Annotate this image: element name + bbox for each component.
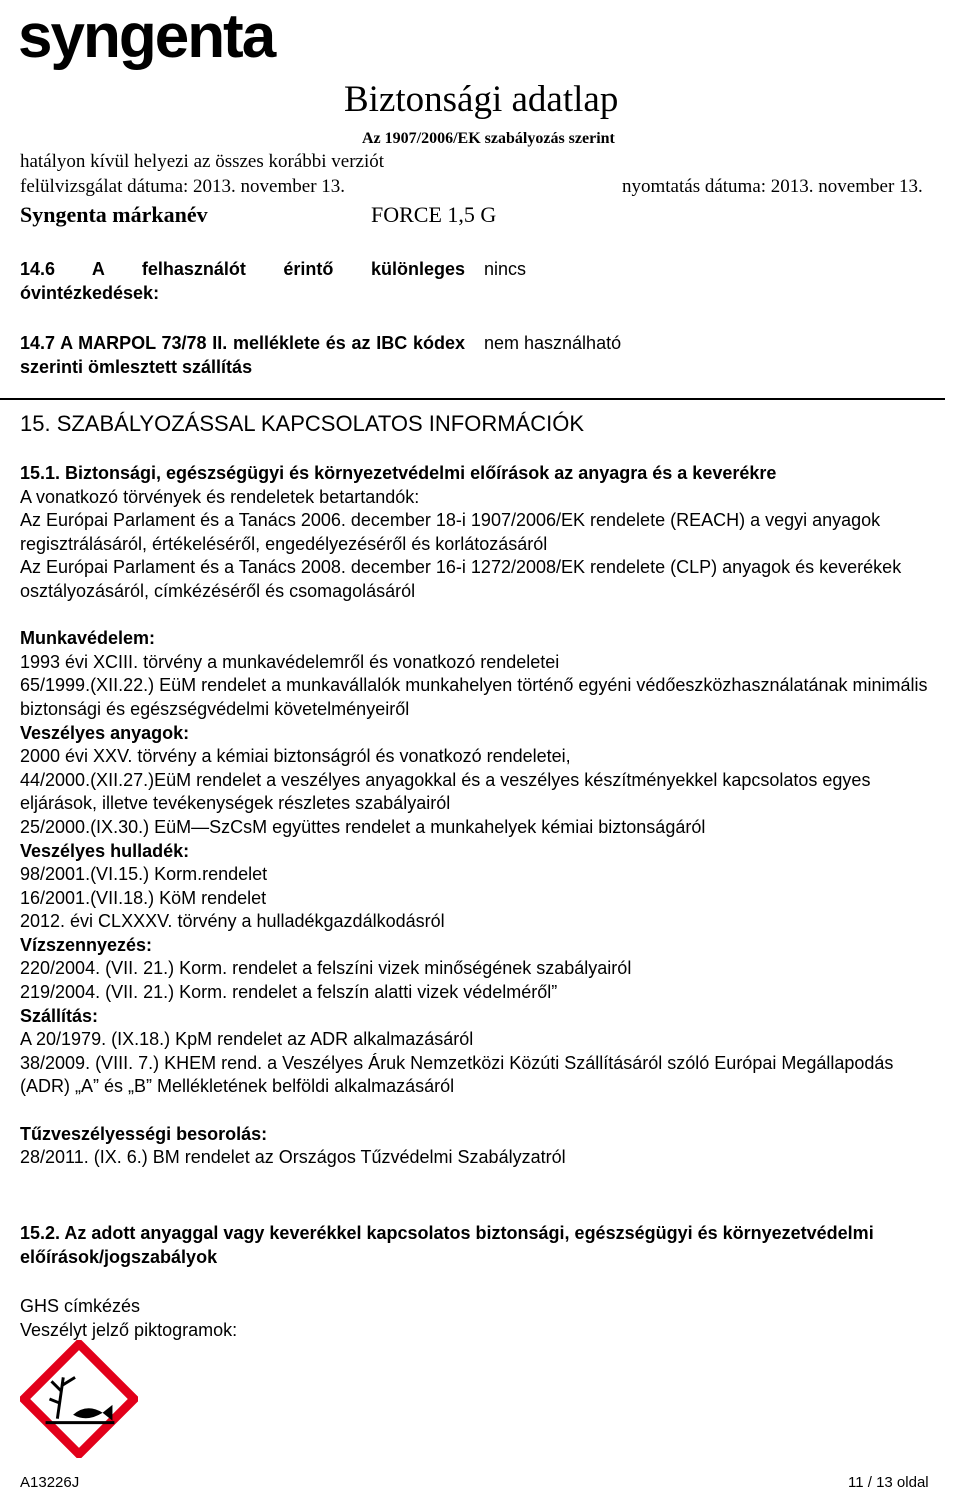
veszelyes-anyagok-heading: Veszélyes anyagok: xyxy=(20,722,190,743)
paragraph: A vonatkozó törvények és rendeletek betartandók: xyxy=(20,486,420,507)
list-item: 98/2001.(VI.15.) Korm.rendelet xyxy=(20,864,268,885)
subsection-15-2-title: 15.2. Az adott anyaggal vagy keverékkel kapcsolatos biztonsági, egészségügyi és környezetvédelmi előírások/jogszabályok xyxy=(20,1223,874,1267)
revision-date: felülvizsgálat dátuma: 2013. november 13. xyxy=(20,176,346,197)
tuzveszelyesseg-heading: Tűzveszélyességi besorolás: xyxy=(20,1123,268,1144)
section-15-2-body xyxy=(20,1222,935,1269)
page-title: Biztonsági adatlap xyxy=(344,79,619,120)
paragraph: Az Európai Parlament és a Tanács 2008. december 16-i 1272/2008/EK rendelete (CLP) anyagok és keverékek osztályozásáról, címkézéséről és csomagolásáról xyxy=(20,557,902,601)
list-item: 28/2011. (IX. 6.) BM rendelet az Országos Tűzvédelmi Szabályzatról xyxy=(20,1147,566,1168)
list-item: 16/2001.(VII.18.) KöM rendelet xyxy=(20,887,267,908)
list-item: 219/2004. (VII. 21.) Korm. rendelet a felszín alatti vizek védelméről” xyxy=(20,982,558,1003)
ghs-label: GHS címkézés xyxy=(20,1296,141,1316)
pictogram-diamond xyxy=(24,1344,134,1454)
section-15-1-body xyxy=(20,462,935,1170)
subsection-15-1-title: 15.1. Biztonsági, egészségügyi és környezetvédelmi előírások az anyagra és a keverékre xyxy=(20,463,777,483)
list-item: 2000 évi XXV. törvény a kémiai biztonságról és vonatkozó rendeletei, xyxy=(20,746,571,767)
list-item: 38/2009. (VIII. 7.) KHEM rend. a Veszélyes Áruk Nemzetközi Közúti Szállításáról szóló Európai Megállapodás (ADR) „A” és „B” Mellékletének belföldi alkalmazásáról xyxy=(20,1052,894,1097)
regulation-note: Az 1907/2006/EK szabályozás szerint xyxy=(362,130,615,147)
environment-hazard-pictogram xyxy=(20,1340,138,1458)
list-item: 44/2000.(XII.27.)EüM rendelet a veszélyes anyagokkal és a veszélyes készítményekkel kapcsolatos egyes eljárások, illetve tevékenységek részletes szabályairól xyxy=(20,769,871,814)
row-14-7-label: 14.7 A MARPOL 73/78 II. melléklete és az IBC kódex szerinti ömlesztett szállítás xyxy=(20,333,465,377)
list-item: A 20/1979. (IX.18.) KpM rendelet az ADR alkalmazásáról xyxy=(20,1029,474,1050)
document-code: A13226J xyxy=(20,1474,80,1491)
munkavedelem-heading: Munkavédelem: xyxy=(20,628,156,649)
veszelyes-hulladek-heading: Veszélyes hulladék: xyxy=(20,840,190,861)
paragraph: Az Európai Parlament és a Tanács 2006. december 18-i 1907/2006/EK rendelete (REACH) a vegyi anyagok regisztrálásáról, értékeléséről, engedélyezéséről és korlátozásáról xyxy=(20,510,881,554)
syngenta-logo: syngenta xyxy=(18,2,275,71)
print-date: nyomtatás dátuma: 2013. november 13. xyxy=(622,176,923,197)
brand-label: Syngenta márkanév xyxy=(20,202,208,227)
section-divider xyxy=(0,398,945,400)
list-item: 65/1999.(XII.22.) EüM rendelet a munkavállalók munkahelyen történő egyéni védőeszközhasználatának minimális biztonsági és egészségvédelmi követelményeiről xyxy=(20,675,928,719)
list-item: 25/2000.(IX.30.) EüM—SzCsM együttes rendelet a munkahelyek kémiai biztonságáról xyxy=(20,816,706,837)
row-14-6-label: 14.6 A felhasználót érintő különleges óvintézkedések: xyxy=(20,259,465,303)
list-item: 220/2004. (VII. 21.) Korm. rendelet a felszíni vizek minőségének szabályairól xyxy=(20,958,632,979)
pictogram-label: Veszélyt jelző piktogramok: xyxy=(20,1319,238,1340)
row-14-6-value: nincs xyxy=(484,259,527,279)
list-item: 1993 évi XCIII. törvény a munkavédelemről és vonatkozó rendeletei xyxy=(20,651,560,672)
product-name: FORCE 1,5 G xyxy=(371,202,497,227)
supersedes-note: hatályon kívül helyezi az összes korábbi verziót xyxy=(20,151,385,172)
ghs-block xyxy=(20,1295,935,1342)
list-item: 2012. évi CLXXXV. törvény a hulladékgazdálkodásról xyxy=(20,911,445,932)
section-15-heading: 15. SZABÁLYOZÁSSAL KAPCSOLATOS INFORMÁCIÓK xyxy=(20,411,585,436)
page-number: 11 / 13 oldal xyxy=(848,1474,929,1491)
vizszennyezes-heading: Vízszennyezés: xyxy=(20,934,153,955)
szallitas-heading: Szállítás: xyxy=(20,1005,99,1026)
row-14-7-value: nem használható xyxy=(484,333,622,353)
